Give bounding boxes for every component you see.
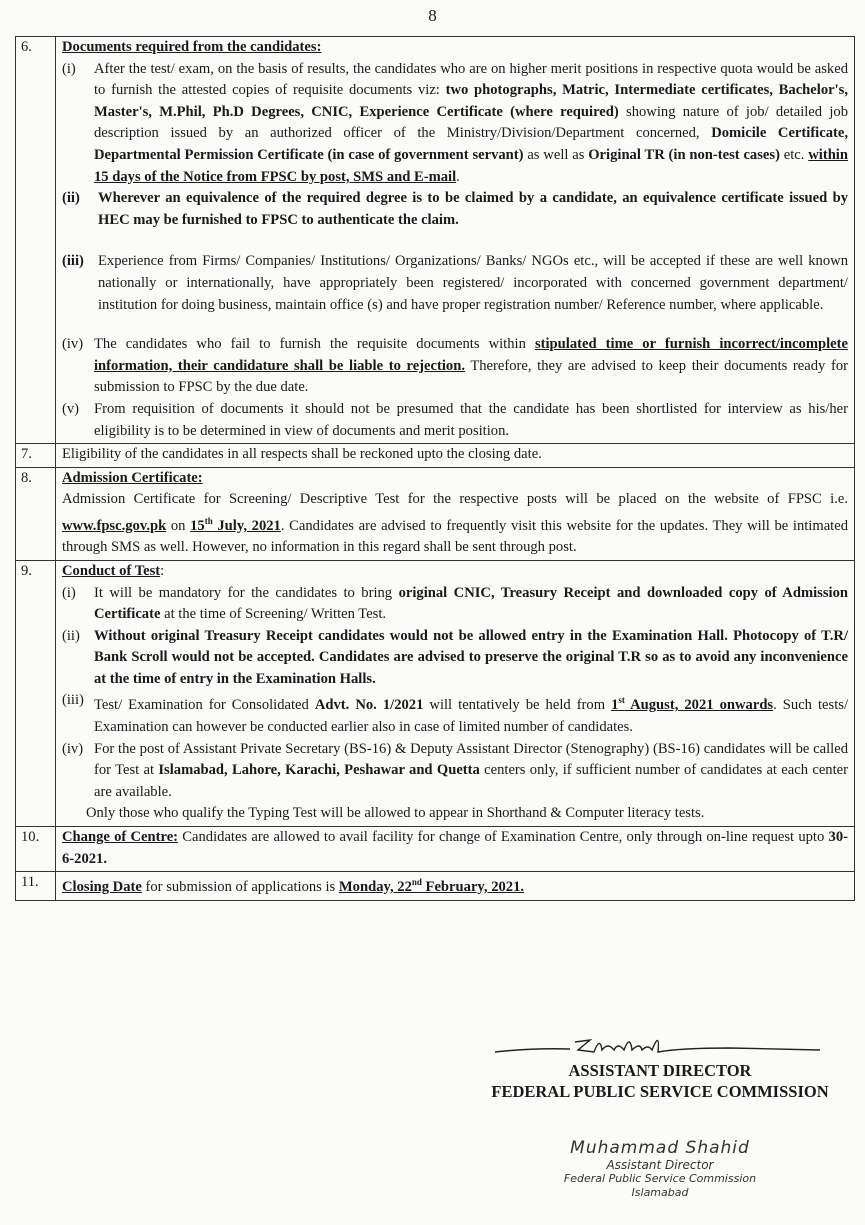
- list-item: [62, 690, 848, 738]
- item-label: (ii): [62, 190, 80, 207]
- text-segment: Monday, 22nd February, 2021.: [338, 877, 525, 895]
- item-text: [94, 399, 848, 442]
- heading-text: Documents required from the candidates:: [62, 39, 322, 55]
- row-content: [56, 826, 855, 871]
- row-number: 10.: [16, 826, 56, 871]
- table-row: [16, 467, 855, 560]
- text-segment: Therefore, they are advised to keep their documents ready for submission to FPSC by the due date.: [94, 357, 848, 396]
- list-item: [62, 334, 848, 399]
- section-heading: [62, 37, 848, 59]
- text-segment: Advt. No. 1/2021: [314, 697, 424, 714]
- item-text: [94, 334, 848, 399]
- row-number: 9.: [16, 560, 56, 826]
- official-stamp: [530, 1138, 790, 1200]
- note: Only those who qualify the Typing Test will be allowed to appear in Shorthand & Computer literacy tests.: [86, 805, 705, 822]
- text-segment: etc.: [779, 146, 809, 163]
- text-segment: For the post of Assistant Private Secretary (BS-16) & Deputy Assistant Director (Stenography) (BS-16) candidates will be called for Test at: [94, 740, 848, 779]
- item-text: [94, 59, 848, 189]
- list-item: [62, 739, 848, 804]
- text-segment: www.fpsc.gov.pk: [62, 517, 167, 534]
- row-content: [56, 872, 855, 900]
- row-content: [56, 560, 855, 826]
- item-label: (iii): [62, 692, 84, 709]
- text-segment: at the time of Screening/ Written Test.: [160, 606, 387, 623]
- text-segment: 30-6-2021.: [62, 828, 849, 867]
- table-row: [16, 826, 855, 871]
- text-segment: Admission Certificate for Screening/ Descriptive Test for the respective posts will be placed on the website of FPSC i.e.: [62, 491, 848, 508]
- row-number: 11.: [16, 872, 56, 900]
- text-segment: Without original Treasury Receipt candidates would not be allowed entry in the Examination Hall. Photocopy of T.R/ Bank Scroll would not be accepted. Candidates are advised to preserve the original T.R so as to avoid any inconvenience at the time of entry in the Examination Halls.: [94, 627, 848, 687]
- list-item: [62, 583, 848, 626]
- text-segment: . Candidates are advised to frequently visit this website for the updates. They will be intimated through SMS as well. However, no information in this regard shall be sent through post.: [62, 517, 849, 556]
- text-segment: Test/ Examination for Consolidated: [94, 697, 315, 714]
- text-segment: It will be mandatory for the candidates to bring: [94, 584, 399, 601]
- page-number: 8: [428, 6, 437, 25]
- text-segment: Domicile Certificate, Departmental Permission Certificate (in case of government servant): [94, 125, 848, 163]
- text-segment: Experience from Firms/ Companies/ Institutions/ Organizations/ Banks/ NGOs etc., will be accepted if these are well known nationally or internationally, have appropriately been registered/ incorporated with concerned government department/ institution for doing business, maintain office (s) and have proper registration number/ Reference number, where applicable.: [98, 253, 848, 313]
- handwritten-signature: [490, 1030, 830, 1060]
- text-segment: on: [166, 517, 191, 534]
- text-segment: Original TR (in non-test cases): [588, 146, 780, 163]
- text-segment: showing nature of job/ detailed job description issued by an authorized officer of the Ministry/Division/Department concerned,: [94, 103, 849, 142]
- heading-text: Admission Certificate:: [62, 469, 203, 486]
- item-text: [98, 251, 848, 316]
- item-label: (v): [62, 400, 80, 417]
- table-row: [16, 560, 855, 826]
- text-segment: Wherever an equivalence of the required degree is to be claimed by a candidate, an equivalence certificate issued by HEC may be furnished to FPSC to authenticate the claim.: [98, 190, 848, 228]
- text-segment: original CNIC, Treasury Receipt and downloaded copy of Admission Certificate: [94, 584, 848, 623]
- list-item: [62, 251, 848, 316]
- text-segment: After the test/ exam, on the basis of results, the candidates who are on higher merit positions in respective quota would be asked to furnish the attested copies of requisite documents viz:: [94, 60, 848, 99]
- text-segment: 1st August, 2021 onwards: [611, 695, 774, 714]
- text-segment: 15th July, 2021: [190, 515, 281, 534]
- instructions-table: [15, 36, 855, 901]
- section-heading: [62, 468, 848, 490]
- text-segment: .: [456, 168, 460, 185]
- text-segment: Closing Date: [62, 878, 142, 895]
- table-row: [16, 37, 855, 444]
- text-segment: centers only, if sufficient number of candidates at each center are available.: [94, 762, 848, 800]
- paragraph: [62, 489, 848, 559]
- stamp-organization: Federal Public Service Commission: [563, 1172, 757, 1185]
- text-segment: as well as: [523, 146, 589, 163]
- section-heading: Conduct of Test:: [62, 562, 165, 579]
- row-number: 8.: [16, 467, 56, 560]
- item-label: (iv): [62, 336, 84, 353]
- row-number: 7.: [16, 444, 56, 468]
- text-segment: Islamabad, Lahore, Karachi, Peshawar and Quetta: [158, 762, 480, 779]
- signatory-designation: ASSISTANT DIRECTOR: [568, 1061, 752, 1080]
- text-segment: From requisition of documents it should not be presumed that the candidate has been shortlisted for interview as his/her eligibility is to be determined in view of documents and merit position.: [94, 400, 848, 439]
- table-row: [16, 444, 855, 468]
- list-item: [62, 399, 848, 442]
- item-text: [94, 739, 848, 804]
- list-item: [62, 626, 848, 691]
- item-text: [94, 626, 848, 691]
- item-label: (ii): [62, 627, 80, 644]
- text-segment: Candidates are allowed to avail facility for change of Examination Centre, only through on-line request upto: [178, 828, 829, 845]
- item-text: [98, 188, 848, 231]
- text-segment: within 15 days of the Notice from FPSC by post, SMS and E-mail: [94, 146, 848, 185]
- text-segment: stipulated time or furnish incorrect/incomplete information, their candidature shall be liable to rejection.: [94, 336, 848, 374]
- table-row: [16, 872, 855, 900]
- item-text: [94, 690, 848, 738]
- list-item: [62, 188, 848, 231]
- item-text: [94, 583, 848, 626]
- stamp-name: Muhammad Shahid: [570, 1138, 750, 1158]
- text-segment: two photographs, Matric, Intermediate certificates, Bachelor's, Master's, M.Phil, Ph.D Degrees, CNIC, Experience Certificate (where required): [94, 82, 848, 120]
- text-segment: Change of Centre:: [62, 828, 179, 845]
- list-item: [62, 59, 848, 189]
- row-number: 6.: [16, 37, 56, 444]
- stamp-city: Islamabad: [631, 1186, 689, 1199]
- signatory-title: [460, 1060, 860, 1102]
- signatory-organization: FEDERAL PUBLIC SERVICE COMMISSION: [491, 1082, 829, 1101]
- text-segment: The candidates who fail to furnish the requisite documents within: [94, 336, 535, 353]
- row-content: [56, 467, 855, 560]
- text-segment: . Such tests/ Examination can however be conducted earlier also in case of limited number of candidates.: [94, 697, 849, 735]
- text-segment: will tentatively be held from: [423, 697, 612, 714]
- item-label: (i): [62, 60, 76, 77]
- heading-text: Conduct of Test: [62, 562, 161, 579]
- item-label: (i): [62, 584, 76, 601]
- row-content: Eligibility of the candidates in all respects shall be reckoned upto the closing date.: [56, 444, 855, 468]
- text-segment: for submission of applications is: [141, 878, 339, 895]
- item-label: (iii): [62, 253, 84, 270]
- row-content: [56, 37, 855, 444]
- stamp-designation: Assistant Director: [606, 1158, 714, 1172]
- item-label: (iv): [62, 740, 84, 757]
